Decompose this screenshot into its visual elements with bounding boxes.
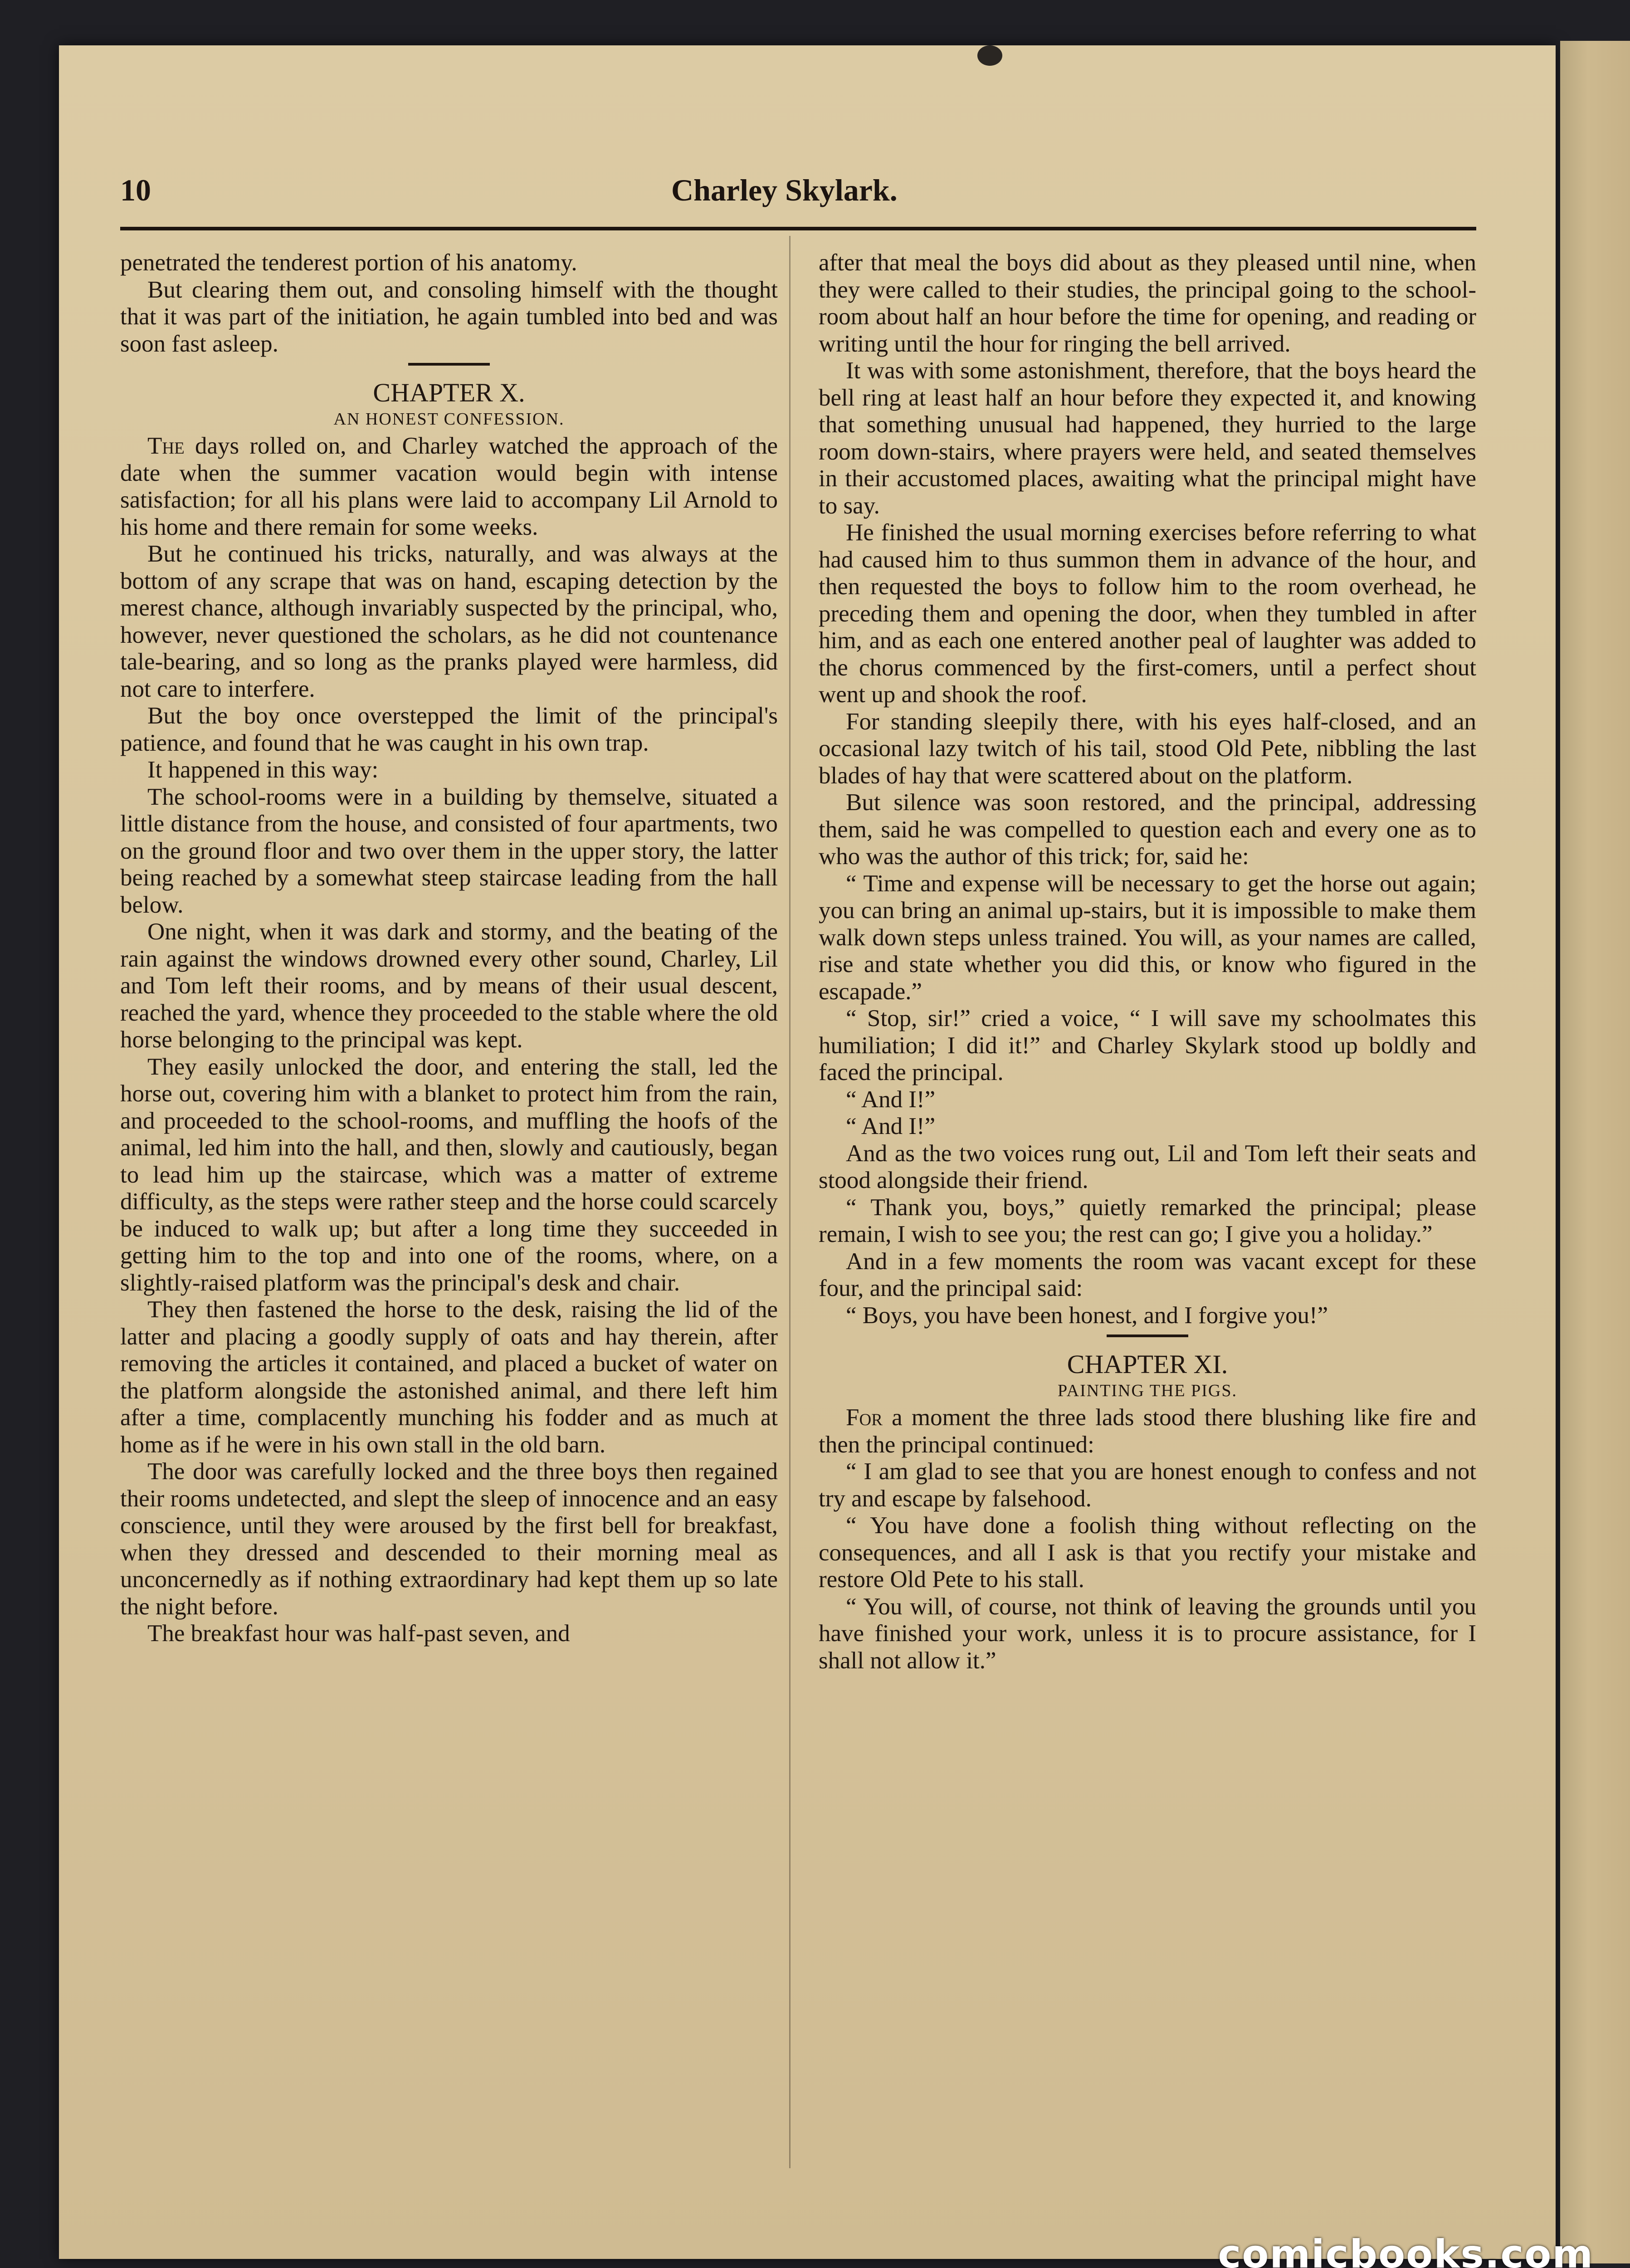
paragraph: after that meal the boys did about as they pleased until nine, when they were called to their studies, the principal going to the school-room about half an hour before the time for opening, and reading or writing until the hour for ringing the bell arrived. xyxy=(819,249,1476,357)
paragraph: They easily unlocked the door, and entering the stall, led the horse out, covering him with a blanket to protect him from the rain, and proceeded to the school-rooms, and muffling the hoofs of the animal, led him into the hall, and then, slowly and cautiously, began to lead him up the staircase, which was a matter of extreme difficulty, as the steps were rather steep and the horse could scarcely be induced to walk up; but after a long time they succeeded in getting him to the top and into one of the rooms, where, on a slightly-raised platform was the principal's desk and chair. xyxy=(120,1053,778,1296)
paragraph: It happened in this way: xyxy=(147,757,379,783)
paragraph: “ Thank you, boys,” quietly remarked the principal; please remain, I wish to see you; the rest can go; I give you a holiday.” xyxy=(819,1194,1476,1247)
paragraph: “ And I!” xyxy=(846,1086,936,1113)
paragraph: The door was carefully locked and the three boys then regained their rooms undetected, and slept the sleep of innocence and an easy conscience, until they were aroused by the first bell for breakfast, when they dressed and descended to their morning meal as unconcernedly as if nothing extraordinary had kept them up so late the night before. xyxy=(120,1458,778,1620)
page-header xyxy=(120,172,1476,218)
paragraph xyxy=(120,433,778,541)
right-column xyxy=(819,249,1476,1674)
paragraph: “ I am glad to see that you are honest enough to confess and not try and escape by falsehood. xyxy=(819,1458,1476,1512)
column-gutter xyxy=(789,236,791,2168)
paragraph-text: a moment the three lads stood there blushing like fire and then the principal continued: xyxy=(819,1404,1476,1458)
paragraph: They then fastened the horse to the desk, raising the lid of the latter and placing a goodly supply of oats and hay therein, after removing the articles it contained, and placed a bucket of water on the platform alongside the astonished animal, and there left him after a time, complacently munching his fodder and as much at home as if he were in his own stall in the old barn. xyxy=(120,1296,778,1458)
paragraph: He finished the usual morning exercises before referring to what had caused him to thus summon them in advance of the hour, and then requested the boys to follow him to the room overhead, he preceding them and opening the door, when they tumbled in after him, and as each one entered another peal of laughter was added to the chorus commenced by the first-comers, until a perfect shout went up and shook the roof. xyxy=(819,519,1476,708)
paragraph: “ Boys, you have been honest, and I forgive you!” xyxy=(846,1302,1328,1329)
paragraph: One night, when it was dark and stormy, and the beating of the rain against the windows drowned every other sound, Charley, Lil and Tom left their rooms, and by means of their usual descent, reached the yard, whence they proceeded to the stable where the old horse belonging to the principal was kept. xyxy=(120,919,778,1053)
adjacent-page-edge xyxy=(1560,41,1630,2263)
watermark: comicbooks.com xyxy=(1218,2232,1594,2268)
paragraph: “ You will, of course, not think of leaving the grounds until you have finished your work, unless it is to procure assistance, for I shall not allow it.” xyxy=(819,1593,1476,1674)
chapter-heading: CHAPTER XI. xyxy=(1067,1349,1228,1379)
chapter-heading: CHAPTER X. xyxy=(373,378,525,407)
paragraph: “ You have done a foolish thing without reflecting on the consequences, and all I ask is that you rectify your mistake and restore Old Pete to his stall. xyxy=(819,1512,1476,1593)
paragraph-text: days rolled on, and Charley watched the approach of the date when the summer vacation would begin with intense satisfaction; for all his plans were laid to accompany Lil Arnold to his home and there remain for some weeks. xyxy=(120,433,778,540)
paragraph: “ Stop, sir!” cried a voice, “ I will save my schoolmates this humiliation; I did it!” and Charley Skylark stood up boldly and faced the principal. xyxy=(819,1005,1476,1085)
header-rule xyxy=(120,227,1476,230)
paragraph: But clearing them out, and consoling himself with the thought that it was part of the initiation, he again tumbled into bed and was soon fast asleep. xyxy=(120,276,778,357)
running-title: Charley Skylark. xyxy=(671,173,898,207)
paragraph: The school-rooms were in a building by themselve, situated a little distance from the house, and consisted of four apartments, two on the ground floor and two over them in the upper story, the latter being reached by a somewhat steep staircase leading from the hall below. xyxy=(120,783,778,918)
lead-word: For xyxy=(846,1404,883,1431)
chapter-subtitle: AN HONEST CONFESSION. xyxy=(333,410,565,429)
paragraph: But silence was soon restored, and the principal, addressing them, said he was compelled to question each and every one as to who was the author of this trick; for, said he: xyxy=(819,789,1476,870)
chapter-subtitle: PAINTING THE PIGS. xyxy=(1058,1381,1237,1400)
paragraph: “ And I!” xyxy=(846,1113,936,1139)
paragraph: penetrated the tenderest portion of his anatomy. xyxy=(120,249,577,276)
section-rule xyxy=(408,363,490,366)
lead-word: The xyxy=(147,433,185,459)
paragraph: For standing sleepily there, with his eyes half-closed, and an occasional lazy twitch of his tail, stood Old Pete, nibbling the last blades of hay that were scattered about on the platform. xyxy=(819,708,1476,789)
paragraph: It was with some astonishment, therefore, that the boys heard the bell ring at least half an hour before they expected it, and knowing that something unusual had happened, they hurried to the large room down-stairs, where prayers were held, and seated themselves in their accustomed places, awaiting what the principal might have to say. xyxy=(819,357,1476,519)
paragraph: And in a few moments the room was vacant except for these four, and the principal said: xyxy=(819,1248,1476,1301)
paragraph: “ Time and expense will be necessary to get the horse out again; you can bring an animal up-stairs, but it is impossible to make them walk down steps unless trained. You will, as your names are called, rise and state whether you did this, or know who figured in the escapade.” xyxy=(819,870,1476,1005)
section-rule xyxy=(1107,1334,1188,1337)
paragraph: The breakfast hour was half-past seven, and xyxy=(147,1620,570,1647)
paragraph xyxy=(819,1404,1476,1458)
binding-hole xyxy=(977,45,1002,66)
paragraph: And as the two voices rung out, Lil and Tom left their seats and stood alongside their friend. xyxy=(819,1140,1476,1193)
page-number: 10 xyxy=(120,173,151,207)
left-column xyxy=(120,249,778,1647)
paragraph: But he continued his tricks, naturally, and was always at the bottom of any scrape that was on hand, escaping detection by the merest chance, although invariably suspected by the principal, who, however, never questioned the scholars, as he did not countenance tale-bearing, and so long as the pranks played were harmless, did not care to interfere. xyxy=(120,541,778,702)
paragraph: But the boy once overstepped the limit of the principal's patience, and found that he was caught in his own trap. xyxy=(120,703,778,756)
